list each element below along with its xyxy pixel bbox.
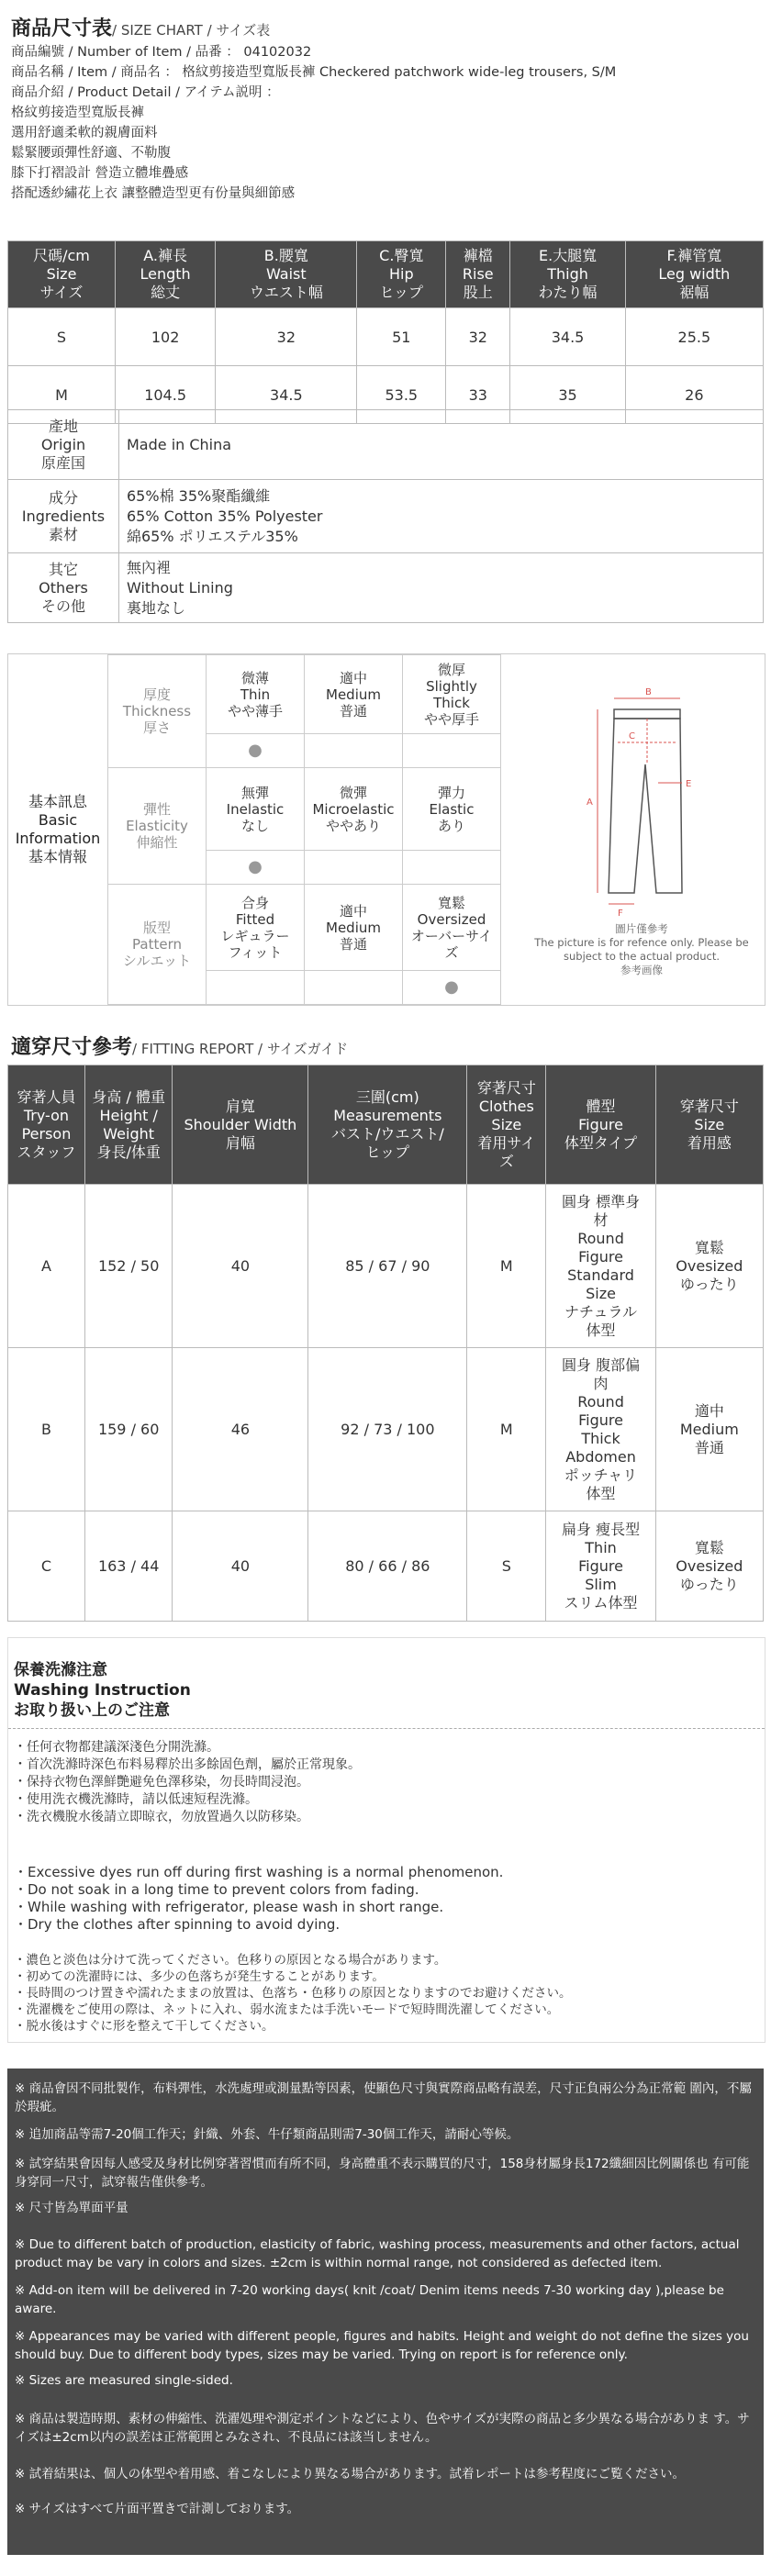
table-cell: 53.5 [357, 366, 446, 424]
fitting-title: 適穿尺寸參考 [11, 1036, 133, 1059]
size-label: S [8, 308, 116, 366]
fit-feel-cell: 寬鬆 Ovesized ゆったり [655, 1185, 763, 1348]
notes-panel [7, 2069, 764, 2555]
pattern-indicator [305, 971, 403, 1005]
note-line: ※ Appearances may be varied with different people, figures and habits. Height and weight do not define the sizes you should buy. Due to different body types, sizes may be varied. Trying on report is for reference only. [15, 2329, 749, 2362]
fit-feel-cell: 寬鬆 Ovesized ゆったり [655, 1511, 763, 1622]
elasticity-option: 微彈 Microelastic ややあり [305, 768, 403, 851]
height-weight-cell: 159 / 60 [84, 1348, 173, 1511]
header-cell: 肩寬 Shoulder Width 肩幅 [173, 1065, 308, 1185]
header-cell: 穿著尺寸 Size 着用感 [655, 1065, 763, 1185]
fitting-heading [11, 1032, 348, 1060]
pattern-indicator [403, 971, 501, 1005]
clothes-size-cell: M [467, 1348, 546, 1511]
person-cell: B [8, 1348, 85, 1511]
note-line: ※ 商品は製造時期、素材の伸縮性、洗濯処理や測定ポイントなどにより、色やサイズが実際の商品と多少異なる場合がありま す。サイズは±2cm以内の誤差は正常範囲とみなされ、不良品には該当しません。 [15, 2412, 750, 2445]
meta-table [7, 409, 764, 623]
measurements-cell: 92 / 73 / 100 [308, 1348, 467, 1511]
pattern-option: 寬鬆 Oversized オーバーサイ ズ [403, 885, 501, 971]
table-cell: 34.5 [510, 308, 625, 366]
header-cell: 尺碼/cm Size サイズ [8, 241, 116, 308]
header-cell: F.褲管寬 Leg width 裾幅 [625, 241, 763, 308]
table-cell: 104.5 [116, 366, 216, 424]
note-line: ※ 追加商品等需7-20個工作天；針織、外套、牛仔類商品則需7-30個工作天，請耐心等候。 [15, 2127, 520, 2142]
note-line: ※ Due to different batch of production, elasticity of fabric, washing process, measurements and other factors, actual product may be vary in colors and sizes. ±2cm is within normal range, not considered as defected item. [15, 2237, 740, 2270]
selected-dot-icon: ● [444, 977, 459, 997]
elasticity-option: 無彈 Inelastic なし [207, 768, 305, 851]
product-info [11, 42, 616, 204]
ingredients-value: 65%棉 35%聚酯纖維 65% Cotton 35% Polyester 綿65% ポリエステル35% [119, 480, 764, 553]
elasticity-indicator [305, 851, 403, 885]
washing-panel [7, 1637, 765, 2043]
height-weight-cell: 163 / 44 [84, 1511, 173, 1622]
person-cell: C [8, 1511, 85, 1622]
ingredients-row [8, 480, 764, 553]
washing-en: ・Excessive dyes run off during first washing is a normal phenomenon. ・Do not soak in a long time to prevent colors from fading. ・While washing with refrigerator, please wash in short range. ・Dry the clothes after spinning to avoid dying. [14, 1864, 504, 1933]
note-line: ※ 尺寸皆為單面平量 [15, 2201, 128, 2215]
header-cell: E.大腿寬 Thigh わたり幅 [510, 241, 625, 308]
pattern-label: 版型 Pattern シルエット [108, 885, 207, 1005]
fit-feel-cell: 適中 Medium 普通 [655, 1348, 763, 1511]
pattern-indicator [207, 971, 305, 1005]
detail-line: 鬆緊腰頭彈性舒適、不勒腹 [11, 146, 171, 161]
table-row [8, 308, 764, 366]
thickness-option: 微厚 Slightly Thick やや厚手 [403, 655, 501, 734]
table-cell: 32 [446, 308, 510, 366]
detail-line: 膝下打褶設計 營造立體堆疊感 [11, 166, 189, 181]
table-cell: 35 [510, 366, 625, 424]
shoulder-cell: 46 [173, 1348, 308, 1511]
pattern-option: 合身 Fitted レギュラー フィット [207, 885, 305, 971]
item-name: 商品名稱 / Item / 商品名 ： 格紋剪接造型寬版長褲 Checkered patchwork wide-leg trousers, S/M [11, 65, 617, 80]
table-row [8, 1511, 764, 1622]
header-cell: B.腰寬 Waist ウエスト幅 [216, 241, 357, 308]
others-row [8, 553, 764, 623]
header-cell: 褲檔 Rise 股上 [446, 241, 510, 308]
table-row [8, 1185, 764, 1348]
thickness-option: 微薄 Thin やや薄手 [207, 655, 305, 734]
header-cell: 體型 Figure 体型タイプ [546, 1065, 655, 1185]
size-table [7, 240, 764, 424]
others-value: 無內裡 Without Lining 裏地なし [119, 553, 764, 623]
divider [8, 1728, 765, 1729]
detail-line: 選用舒適柔軟的親膚面料 [11, 126, 158, 140]
measurements-cell: 80 / 66 / 86 [308, 1511, 467, 1622]
diagram-letter: A [587, 797, 593, 808]
note-line: ※ 試着結果は、個人の体型や着用感、着こなしにより異なる場合があります。試着レポートは参考程度にご覧ください。 [15, 2467, 686, 2481]
note-line: ※ サイズはすべて片面平置きで計測しております。 [15, 2502, 300, 2516]
item-number: 商品編號 / Number of Item / 品番 ： 04102032 [11, 45, 312, 60]
origin-label: 產地 Origin 原産国 [8, 410, 119, 480]
basic-info-panel [7, 653, 765, 1006]
thickness-label: 厚度 Thickness 厚さ [108, 655, 207, 768]
elasticity-option: 彈力 Elastic あり [403, 768, 501, 851]
diagram-letter: F [618, 909, 623, 919]
diagram-letter: B [645, 687, 652, 697]
figure-cell: 扁身 瘦長型 Thin Figure Slim スリム体型 [546, 1511, 655, 1622]
thickness-indicator [207, 734, 305, 768]
diagram-letter: C [629, 731, 635, 742]
elasticity-indicator [403, 851, 501, 885]
fitting-table [7, 1065, 764, 1622]
table-cell: 26 [625, 366, 763, 424]
fitting-header [8, 1065, 764, 1185]
size-table-header [8, 241, 764, 308]
trousers-diagram [519, 654, 765, 1005]
measurements-cell: 85 / 67 / 90 [308, 1185, 467, 1348]
diagram-caption: 圖片僅參考 The picture is for refence only. Please be subject to the actual product. 参考画像 [534, 922, 749, 976]
fitting-subtitle: / FITTING REPORT / サイズガイド [132, 1041, 349, 1057]
origin-value: Made in China [119, 410, 764, 480]
figure-cell: 圓身 標準身 材 Round Figure Standard Size ナチュラル 体型 [546, 1185, 655, 1348]
clothes-size-cell: S [467, 1511, 546, 1622]
elasticity-label: 彈性 Elasticity 伸縮性 [108, 768, 207, 885]
origin-row [8, 410, 764, 480]
pattern-row [108, 885, 501, 971]
size-label: M [8, 366, 116, 424]
header-cell: 穿著尺寸 Clothes Size 着用サイ ズ [467, 1065, 546, 1185]
washing-zh: ・任何衣物都建議深淺色分開洗滌。 ・首次洗滌時深色布料易釋於出多餘固色劑，屬於正常現象。 ・保持衣物色澤鮮艷避免色澤移染，勿長時間浸泡。 ・使用洗衣機洗滌時，請以低速短程洗滌。 ・洗衣機脫水後請立即晾衣，勿放置過久以防移染。 [14, 1740, 361, 1824]
others-label: 其它 Others その他 [8, 553, 119, 623]
note-line: ※ Add-on item will be delivered in 7-20 working days( knit /coat/ Denim items needs 7-30 working day ),please be aware. [15, 2283, 724, 2316]
header-cell: A.褲長 Length 総丈 [116, 241, 216, 308]
ingredients-label: 成分 Ingredients 素材 [8, 480, 119, 553]
thickness-indicator [403, 734, 501, 768]
thickness-option: 適中 Medium 普通 [305, 655, 403, 734]
table-cell: 51 [357, 308, 446, 366]
table-row [8, 1348, 764, 1511]
size-chart-title: 商品尺寸表 [11, 17, 113, 40]
note-line: ※ Sizes are measured single-sided. [15, 2373, 233, 2388]
header-cell: 身高 / 體重 Height / Weight 身長/体重 [84, 1065, 173, 1185]
basic-info-title: 基本訊息 Basic Information 基本情報 [15, 793, 101, 865]
washing-title: 保養洗滌注意 Washing Instruction お取り扱い上のご注意 [14, 1661, 191, 1720]
header-cell: 三圍(cm) Measurements バスト/ウエスト/ ヒップ [308, 1065, 467, 1185]
table-cell: 32 [216, 308, 357, 366]
selected-dot-icon: ● [248, 857, 263, 876]
clothes-size-cell: M [467, 1185, 546, 1348]
detail-line: 搭配透紗繡花上衣 讓整體造型更有份量與細節感 [11, 186, 296, 201]
table-cell: 34.5 [216, 366, 357, 424]
shoulder-cell: 40 [173, 1185, 308, 1348]
figure-cell: 圓身 腹部偏 肉 Round Figure Thick Abdomen ポッチャリ 体型 [546, 1348, 655, 1511]
table-cell: 25.5 [625, 308, 763, 366]
note-line: ※ 商品會因不同批製作，布料彈性，水洗處理或測量點等因素，使顯色尺寸與實際商品略有誤差，尺寸正負兩公分為正常範 圍內，不屬於瑕疵。 [15, 2081, 752, 2114]
elasticity-indicator [207, 851, 305, 885]
shoulder-cell: 40 [173, 1511, 308, 1622]
diagram-letter: E [686, 779, 692, 789]
washing-jp: ・濃色と淡色は分けて洗ってください。色移りの原因となる場合があります。 ・初めての洗濯時には、多少の色落ちが発生することがあります。 ・長時間のつけ置きや濡れたままの放置は、色落ち・色移りの原因となりますのでお避けください。 ・洗濯機をご使用の際は、ネットに入れ、弱水流または手洗いモードで短時間洗濯してください。 ・脱水後はすぐに形を整えて干してください。 [14, 1953, 572, 2034]
size-chart-subtitle: / SIZE CHART / サイズ表 [112, 22, 271, 39]
attribute-grid [107, 654, 501, 1005]
thickness-row [108, 655, 501, 734]
pattern-option: 適中 Medium 普通 [305, 885, 403, 971]
trousers-icon [519, 654, 765, 930]
detail-line: 格紋剪接造型寬版長褲 [11, 106, 144, 120]
height-weight-cell: 152 / 50 [84, 1185, 173, 1348]
thickness-indicator [305, 734, 403, 768]
table-cell: 102 [116, 308, 216, 366]
header-cell: 穿著人員 Try-on Person スタッフ [8, 1065, 85, 1185]
person-cell: A [8, 1185, 85, 1348]
note-line: ※ 試穿結果會因每人感受及身材比例穿著習慣而有所不同，身高體重不表示購買的尺寸，158身材屬身長172纖細因比例關係也 有可能身穿同一尺寸，試穿報告僅供參考。 [15, 2157, 750, 2190]
header-cell: C.臀寬 Hip ヒップ [357, 241, 446, 308]
size-chart-heading [11, 13, 270, 41]
detail-label: 商品介紹 / Product Detail / アイテム説明 ： [11, 85, 280, 100]
elasticity-row [108, 768, 501, 851]
table-cell: 33 [446, 366, 510, 424]
selected-dot-icon: ● [248, 741, 263, 760]
